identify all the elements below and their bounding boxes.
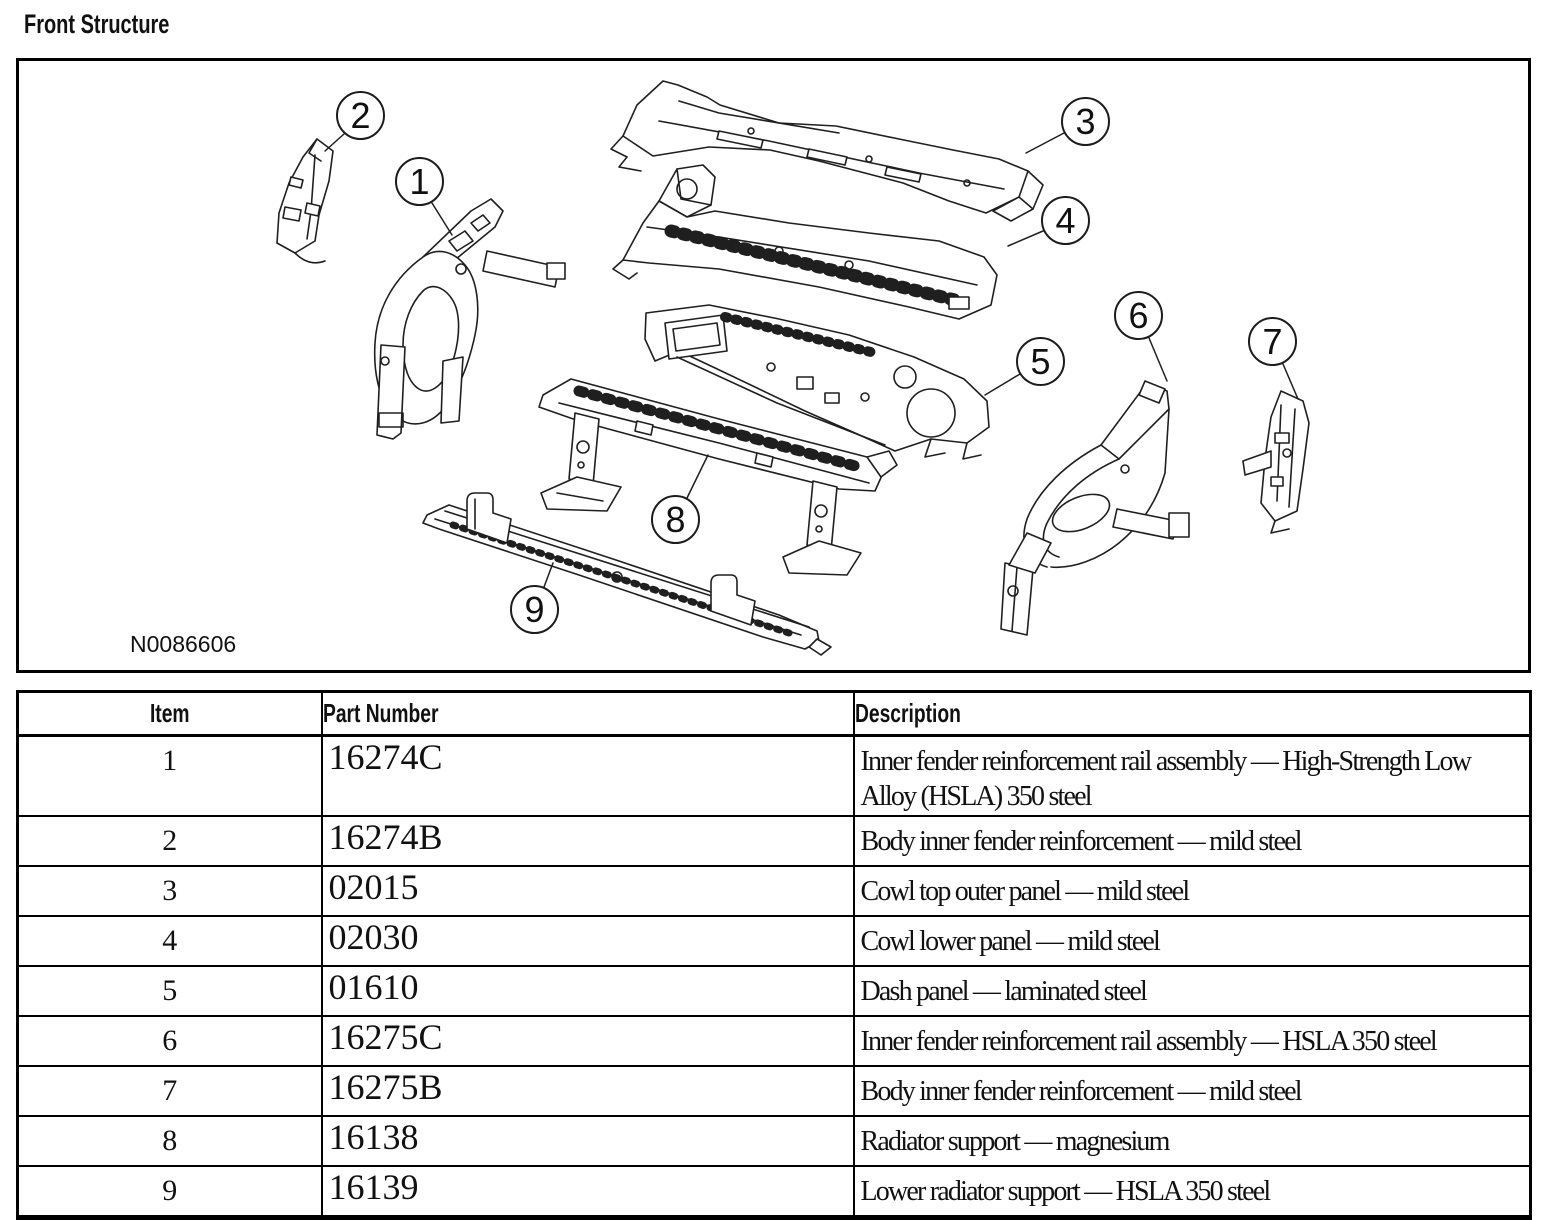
callout-label: 3 <box>1075 100 1096 142</box>
table-row <box>18 866 1531 916</box>
cell-part-number: 16275C <box>322 1016 854 1066</box>
parts-table <box>16 690 1532 1220</box>
callout-label: 9 <box>524 588 545 630</box>
callout-label: 6 <box>1128 294 1149 336</box>
cell-description: Cowl top outer panel — mild steel <box>854 866 1531 916</box>
cell-description: Body inner fender reinforcement — mild steel <box>854 1066 1531 1116</box>
parts-table-header <box>18 692 1531 736</box>
cell-item: 1 <box>18 736 322 817</box>
callout-label: 4 <box>1055 199 1076 241</box>
part-9-drawing <box>423 493 831 655</box>
callout-1 <box>395 157 444 206</box>
cell-item: 4 <box>18 916 322 966</box>
callout-6 <box>1114 291 1163 340</box>
callout-4 <box>1041 196 1090 245</box>
cell-part-number: 16275B <box>322 1066 854 1116</box>
cell-item: 8 <box>18 1116 322 1166</box>
table-row <box>18 966 1531 1016</box>
cell-part-number: 02015 <box>322 866 854 916</box>
cell-part-number: 16139 <box>322 1166 854 1218</box>
part-1-drawing <box>375 199 565 439</box>
part-7-drawing <box>1243 391 1309 533</box>
callout-8 <box>651 495 700 544</box>
callout-9 <box>510 585 559 634</box>
cell-item: 3 <box>18 866 322 916</box>
table-row <box>18 1066 1531 1116</box>
front-structure-diagram <box>16 58 1531 673</box>
cell-description: Lower radiator support — HSLA 350 steel <box>854 1166 1531 1218</box>
header-part-number: Part Number <box>322 692 854 736</box>
cell-item: 7 <box>18 1066 322 1116</box>
cell-part-number: 16274B <box>322 816 854 866</box>
table-row <box>18 1116 1531 1166</box>
cell-item: 2 <box>18 816 322 866</box>
table-row <box>18 1016 1531 1066</box>
page-title-text: Front Structure <box>24 9 170 39</box>
callout-7 <box>1248 317 1297 366</box>
callout-label: 2 <box>350 94 371 136</box>
callout-label: 5 <box>1030 340 1051 382</box>
cell-description: Body inner fender reinforcement — mild steel <box>854 816 1531 866</box>
callout-3 <box>1061 97 1110 146</box>
callout-label: 8 <box>665 498 686 540</box>
cell-description: Inner fender reinforcement rail assembly — High-Strength Low Alloy (HSLA) 350 steel <box>854 736 1531 817</box>
table-row <box>18 916 1531 966</box>
cell-part-number: 16138 <box>322 1116 854 1166</box>
document-page <box>0 8 1545 1207</box>
cell-item: 9 <box>18 1166 322 1218</box>
header-item: Item <box>18 692 322 736</box>
table-row <box>18 736 1531 817</box>
cell-part-number: 01610 <box>322 966 854 1016</box>
part-6-drawing <box>1001 381 1189 635</box>
callout-5 <box>1016 337 1065 386</box>
callout-label: 1 <box>409 160 430 202</box>
cell-item: 5 <box>18 966 322 1016</box>
callout-2 <box>336 91 385 140</box>
cell-description: Cowl lower panel — mild steel <box>854 916 1531 966</box>
exploded-view-drawing <box>19 61 1528 670</box>
cell-description: Radiator support — magnesium <box>854 1116 1531 1166</box>
part-2-drawing <box>277 139 333 263</box>
table-row <box>18 1166 1531 1218</box>
table-row <box>18 816 1531 866</box>
figure-number: N0086606 <box>130 631 237 657</box>
cell-description: Dash panel — laminated steel <box>854 966 1531 1016</box>
callout-label: 7 <box>1262 320 1283 362</box>
cell-item: 6 <box>18 1016 322 1066</box>
cell-part-number: 16274C <box>322 736 854 817</box>
cell-description: Inner fender reinforcement rail assembly — HSLA 350 steel <box>854 1016 1531 1066</box>
header-description: Description <box>854 692 1531 736</box>
cell-part-number: 02030 <box>322 916 854 966</box>
page-title <box>24 8 1545 40</box>
